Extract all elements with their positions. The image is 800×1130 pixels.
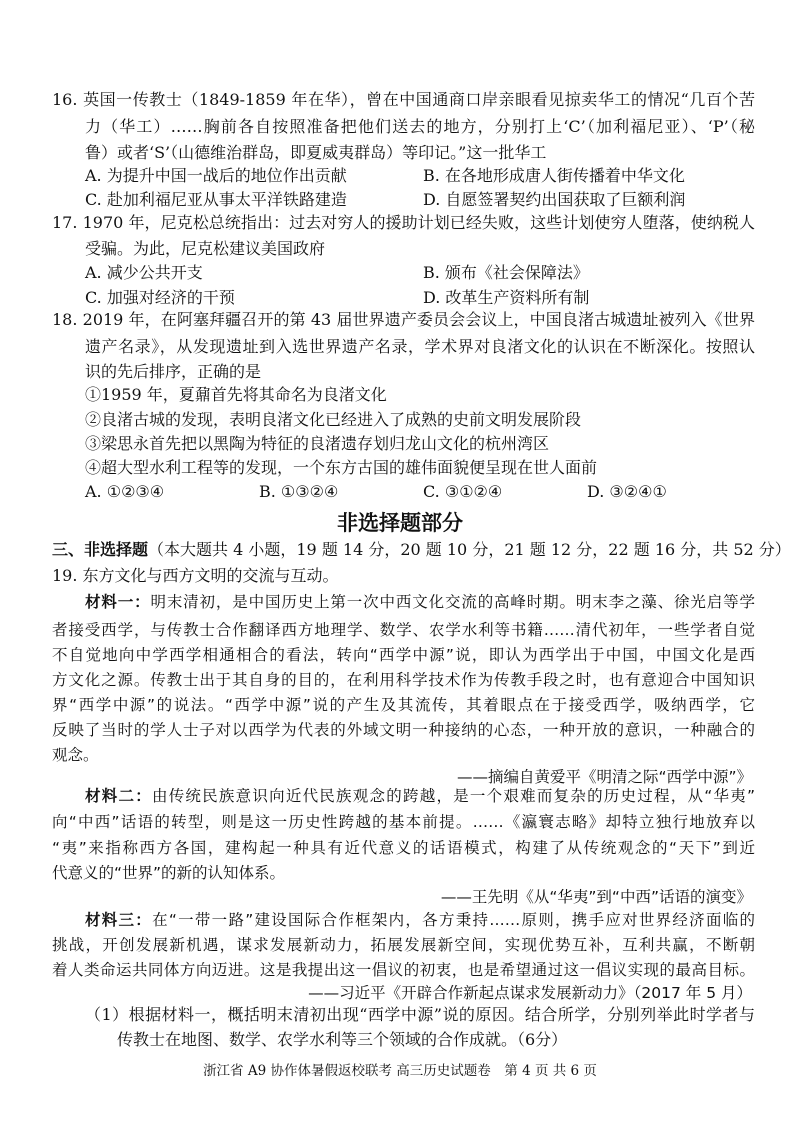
section-description: （本大题共 4 小题，19 题 14 分，20 题 10 分，21 题 12 分，22 题 16 分，共 52 分）: [148, 540, 791, 559]
material-3-source: ——习近平《开辟合作新起点谋求发展新动力》（2017 年 5 月）: [308, 984, 752, 1002]
sub-question-1: 传教士在地图、数学、农学水利等三个领域的合作成就。（6分）: [117, 1030, 568, 1049]
option-d: D. 自愿签署契约出国获取了巨额利润: [423, 190, 686, 209]
material-text: 由传统民族意识向近代民族观念的跨越，是一个艰难而复杂的历史过程，从“华夷”: [151, 787, 755, 805]
material-1-line: 方文化之源。传教士出于其自身的目的，在利用科学技术作为传教手段之时，也有意迎合中国知识: [52, 671, 755, 689]
option-b: B. 在各地形成唐人街传播着中华文化: [423, 166, 685, 185]
material-2-line: 向“中西”话语的转型，则是这一历史性跨越的基本前提。……《瀛寰志略》却特立独行地放弃以: [52, 813, 755, 831]
statement-1: ①1959 年，夏鼐首先将其命名为良渚文化: [85, 385, 387, 404]
option-d: D. 改革生产资料所有制: [423, 288, 590, 307]
material-2-line: “夷”来指称西方各国，建构起一种具有近代意义的话语模式，构建了从传统观念的“天下”到近: [52, 839, 755, 857]
option-c: C. 加强对经济的干预: [85, 288, 235, 307]
material-text: 在“一带一路”建设国际合作框架内，各方秉持……原则，携手应对世界经济面临的: [152, 911, 755, 929]
question-text: 识的先后排序，正确的是: [85, 362, 262, 381]
option-a: A. 为提升中国一战后的地位作出贡献: [85, 166, 347, 185]
material-1-line: 观念。: [52, 746, 99, 764]
question-title: 19. 东方文化与西方文明的交流与互动。: [52, 566, 339, 585]
material-label: 材料一：: [85, 593, 151, 611]
question-text: 17. 1970 年，尼克松总统指出：过去对穷人的援助计划已经失败，这些计划使穷人堕落，使纳税人: [52, 213, 755, 232]
option-b: B. 颁布《社会保障法》: [423, 263, 589, 282]
material-1-source: ——摘编自黄爱平《明清之际“西学中源”》: [456, 768, 752, 786]
question-text: 16. 英国一传教士（1849-1859 年在华），曾在中国通商口岸亲眼看见掠卖华工的情况“几百个苦: [52, 90, 755, 109]
option-d: D. ③②④①: [587, 482, 667, 501]
question-text: 力（华工）……胸前各自按照准备把他们送去的地方，分别打上‘C’（加利福尼亚）、‘P’（秘: [85, 117, 755, 136]
sub-question-1: （1）根据材料一，概括明末清初出现“西学中源”说的原因。结合所学，分别列举此时学者与: [85, 1005, 755, 1024]
question-text: 鲁）或者‘S’（山德维治群岛，即夏威夷群岛）等印记。”这一批华工: [85, 143, 547, 162]
page-footer: 浙江省 A9 协作体暑假返校联考 高三历史试题卷 第 4 页 共 6 页: [203, 1063, 597, 1079]
option-a: A. 减少公共开支: [85, 263, 203, 282]
material-1-line: 者接受西学，与传教士合作翻译西方地理学、数学、农学水利等书籍……清代初年，一些学者自觉: [52, 621, 755, 639]
material-1-line: 反映了当时的学人士子对以西学为代表的外域文明一种接纳的心态，一种开放的意识，一种融合的: [52, 721, 755, 739]
material-3-line: 挑战，开创发展新机遇，谋求发展新动力，拓展发展新空间，实现优势互补，互利共赢，不断朝: [52, 936, 755, 954]
material-3-line: [85, 910, 755, 930]
statement-4: ④超大型水利工程等的发现，一个东方古国的雄伟面貌便呈现在世人面前: [85, 458, 598, 477]
material-1-line: [85, 592, 755, 612]
statement-2: ②良渚古城的发现，表明良渚文化已经进入了成熟的史前文明发展阶段: [85, 410, 582, 429]
question-text: 18. 2019 年，在阿塞拜疆召开的第 43 届世界遗产委员会会议上，中国良渚古城遗址被列入《世界: [52, 310, 755, 329]
material-1-line: 不自觉地向中学西学相通相合的看法，转向“西学中源”说，即认为西学出于中国，中国文化是西: [52, 646, 755, 664]
option-a: A. ①②③④: [85, 482, 165, 501]
question-text: 受骗。为此，尼克松建议美国政府: [85, 239, 326, 258]
question-text: 遗产名录》，从发现遗址到入选世界遗产名录，学术界对良渚文化的认识在不断深化。按照认: [85, 337, 755, 356]
material-label: 材料三：: [85, 911, 153, 929]
option-c: C. ③①②④: [423, 482, 503, 501]
material-2-line: 代意义的“世界”的新的认知体系。: [52, 864, 286, 882]
section-label: 三、非选择题: [52, 540, 149, 559]
statement-3: ③梁思永首先把以黑陶为特征的良渚遗存划归龙山文化的杭州湾区: [85, 434, 550, 453]
section-title: 非选择题部分: [337, 511, 463, 535]
option-c: C. 赴加利福尼亚从事太平洋铁路建造: [85, 190, 347, 209]
material-2-source: ——王先明《从“华夷”到“中西”话语的演变》: [440, 888, 752, 906]
material-3-line: 着人类命运共同体方向迈进。这是我提出这一倡议的初衷，也是希望通过这一倡议实现的最高目标。: [52, 961, 755, 979]
option-b: B. ①③②④: [259, 482, 339, 501]
section-heading: [52, 540, 791, 560]
material-2-line: [85, 786, 755, 806]
material-1-line: 界“西学中源”的说法。“西学中源”说的产生及其流传，其着眼点在于接受西学，吸纳西学，它: [52, 696, 755, 714]
material-text: 明末清初，是中国历史上第一次中西文化交流的高峰时期。明末李之藻、徐光启等学: [150, 593, 755, 611]
material-label: 材料二：: [85, 787, 152, 805]
